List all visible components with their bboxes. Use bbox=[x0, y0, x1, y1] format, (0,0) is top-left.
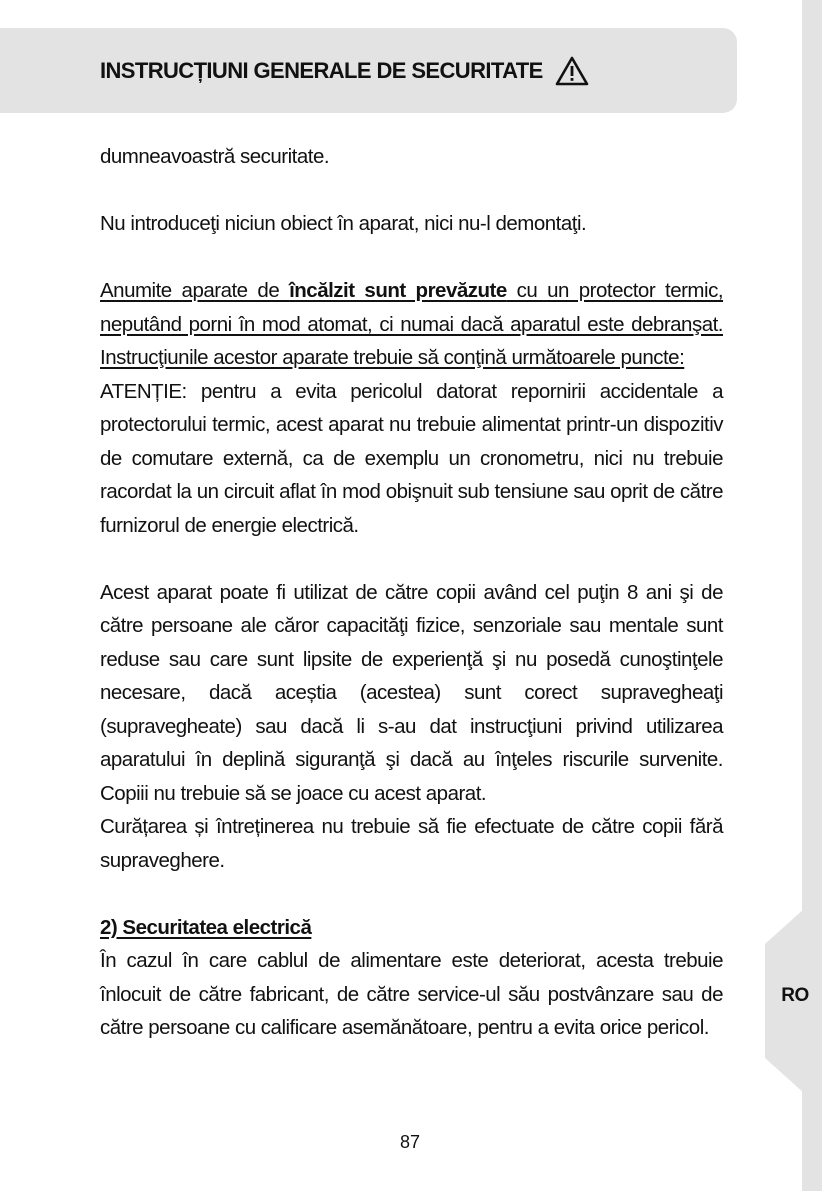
page-number: 87 bbox=[399, 1132, 421, 1152]
paragraph: Acest aparat poate fi utilizat de către copii având cel puţin 8 ani şi de către persoane ale căror capacităţi fizice, senzoriale sau mentale sunt reduse sau care sunt lipsite de experienţă şi nu posedă cunoştinţele necesare, dacă aceștia (acestea) sunt corect supravegheaţi (supravegheate) sau dacă li s-au dat instrucţiuni privind utilizarea aparatului în deplină siguranţă şi dacă au înţeles riscurile survenite. Copiii nu trebuie să se joace cu acest aparat. bbox=[100, 580, 723, 805]
paragraph: Curățarea și întreținerea nu trebuie să fie efectuate de către copii fără supraveghere. bbox=[100, 815, 723, 872]
paragraph: ATENȚIE: pentru a evita pericolul datorat repornirii accidentale a protectorului termic, acest aparat nu trebuie alimentat printr-un dispozitiv de comutare externă, ca de exemplu un cronometru, nici nu trebuie racordat la un circuit aflat în mod obişnuit sub tensiune sau oprit de către furnizorul de energie electrică. bbox=[100, 379, 723, 537]
page-title bbox=[100, 56, 589, 86]
document-body bbox=[100, 140, 723, 1045]
paragraph-bold-part: încălzit sunt prevăzute bbox=[289, 279, 507, 302]
underlined-paragraph bbox=[100, 274, 723, 375]
paragraph: dumneavoastră securitate. bbox=[100, 145, 330, 168]
language-label: RO bbox=[781, 985, 809, 1006]
page-title-text: INSTRUCȚIUNI GENERALE DE SECURITATE bbox=[100, 58, 543, 83]
paragraph-part: Anumite aparate de bbox=[100, 279, 290, 302]
section-heading: 2) Securitatea electrică bbox=[100, 915, 312, 939]
paragraph-part: cu un protector termic, neputând porni în mod atomat, ci numai dacă aparatul este debranşat. Instrucţiunile acestor aparate trebuie să conţină următoarele puncte: bbox=[100, 279, 724, 369]
paragraph: Nu introduceţi niciun obiect în aparat, nici nu-l demontaţi. bbox=[100, 212, 587, 235]
paragraph: În cazul în care cablul de alimentare este deteriorat, acesta trebuie înlocuit de către fabricant, de către service-ul său postvânzare sau de către persoane cu calificare asemănătoare, pentru a evita orice pericol. bbox=[100, 949, 723, 1039]
warning-triangle-icon bbox=[555, 56, 589, 86]
